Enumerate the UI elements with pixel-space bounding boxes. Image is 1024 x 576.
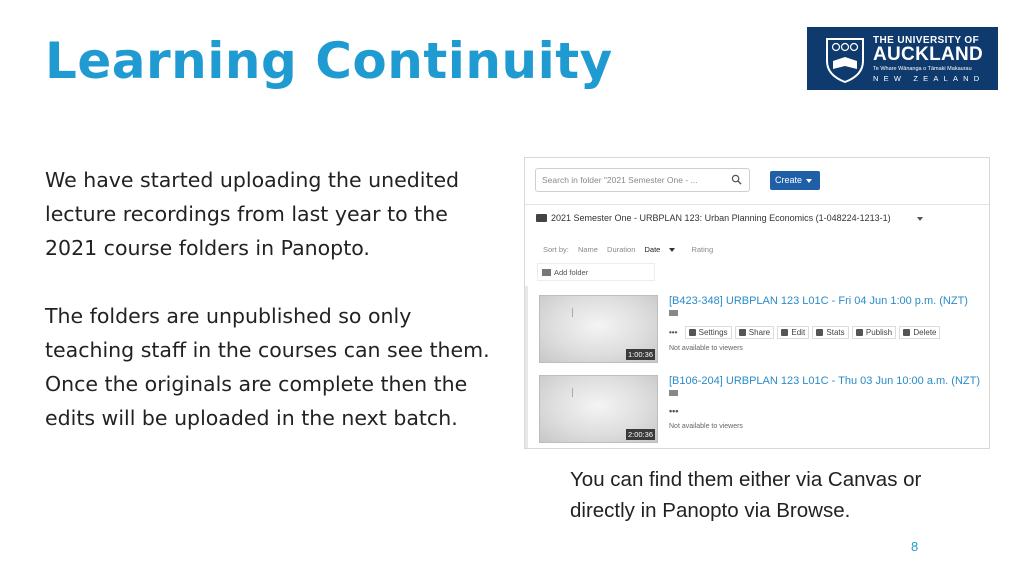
stats-button[interactable]: [812, 326, 848, 339]
share-label: Share: [748, 328, 771, 337]
page-number: 8: [911, 539, 919, 554]
paragraph-2: The folders are unpublished so only teaching staff in the courses can see them. Once the originals are complete then the edits will be uploaded in the next batch.: [45, 304, 490, 430]
sort-name[interactable]: Name: [577, 245, 598, 254]
screenshot-caption: You can find them either via Canvas or directly in Panopto via Browse.: [570, 468, 922, 522]
sort-desc-icon: [669, 248, 675, 252]
slide-title: Learning Continuity: [45, 32, 613, 90]
add-folder-icon: [542, 269, 551, 276]
university-logo: [807, 27, 998, 90]
recording-actions: [669, 326, 941, 339]
pencil-icon: [781, 329, 788, 336]
more-icon[interactable]: •••: [669, 328, 678, 337]
settings-label: Settings: [698, 328, 728, 337]
sort-bar: [543, 245, 720, 254]
availability-status: Not available to viewers: [669, 345, 743, 352]
crest-icon: [823, 35, 867, 83]
logo-line-2: AUCKLAND: [873, 44, 984, 65]
bar-chart-icon: [816, 329, 823, 336]
delete-label: Delete: [913, 328, 937, 337]
search-placeholder: Search in folder "2021 Semester One - ...: [542, 175, 698, 185]
paragraph-1: We have started uploading the unedited lecture recordings from last year to the 2021 course folders in Panopto.: [45, 168, 460, 260]
recording-title[interactable]: [B423-348] URBPLAN 123 L01C - Fri 04 Jun 1:00 p.m. (NZT): [669, 295, 968, 307]
logo-line-4: NEW ZEALAND: [873, 74, 985, 83]
thumbnail-mark: [572, 308, 573, 317]
create-label: Create: [775, 175, 803, 185]
captions-icon: [669, 390, 678, 396]
edit-label: Edit: [791, 328, 806, 337]
logo-line-1: THE UNIVERSITY OF: [873, 35, 980, 46]
sort-rating[interactable]: Rating: [691, 245, 714, 254]
sort-date[interactable]: [645, 245, 683, 254]
gear-icon: [689, 329, 696, 336]
settings-button[interactable]: [685, 326, 732, 339]
add-folder-label: Add folder: [554, 268, 589, 277]
chevron-down-icon[interactable]: [917, 217, 923, 221]
list-item[interactable]: [539, 375, 989, 445]
eye-icon: [856, 329, 863, 336]
share-icon: [739, 329, 746, 336]
duration-badge: 2:00:36: [627, 430, 653, 439]
folder-selector[interactable]: [536, 213, 923, 223]
search-input[interactable]: [535, 168, 750, 192]
stats-label: Stats: [826, 328, 845, 337]
sort-date-label: Date: [644, 245, 661, 254]
publish-label: Publish: [865, 328, 893, 337]
duration-badge: 1:00:36: [627, 350, 653, 359]
logo-line-3: Te Whare Wānanga o Tāmaki Makaurau: [873, 66, 972, 72]
list-item[interactable]: [539, 295, 989, 365]
sort-label: Sort by:: [543, 245, 569, 254]
recording-title[interactable]: [B106-204] URBPLAN 123 L01C - Thu 03 Jun 10:00 a.m. (NZT): [669, 375, 981, 387]
chevron-down-icon: [806, 179, 812, 183]
sort-duration[interactable]: Duration: [607, 245, 636, 254]
folder-name: 2021 Semester One - URBPLAN 123: Urban Planning Economics (1-048224-1213-1): [551, 213, 891, 223]
header-divider: [525, 204, 990, 205]
create-button[interactable]: [770, 171, 820, 190]
delete-button[interactable]: [899, 326, 940, 339]
video-thumbnail[interactable]: [539, 375, 658, 443]
share-button[interactable]: [735, 326, 774, 339]
folder-icon: [536, 214, 547, 222]
search-icon[interactable]: [731, 174, 742, 185]
body-text: [45, 163, 495, 435]
edit-button[interactable]: [777, 326, 809, 339]
more-icon[interactable]: •••: [669, 406, 679, 416]
trash-icon: [903, 329, 910, 336]
panopto-screenshot: [524, 157, 990, 449]
availability-status: Not available to viewers: [669, 423, 743, 430]
add-folder-button[interactable]: [537, 263, 655, 281]
thumbnail-mark: [572, 388, 573, 397]
video-thumbnail[interactable]: [539, 295, 658, 363]
captions-icon: [669, 310, 678, 316]
list-scroll-track[interactable]: [525, 286, 528, 449]
publish-button[interactable]: [852, 326, 896, 339]
